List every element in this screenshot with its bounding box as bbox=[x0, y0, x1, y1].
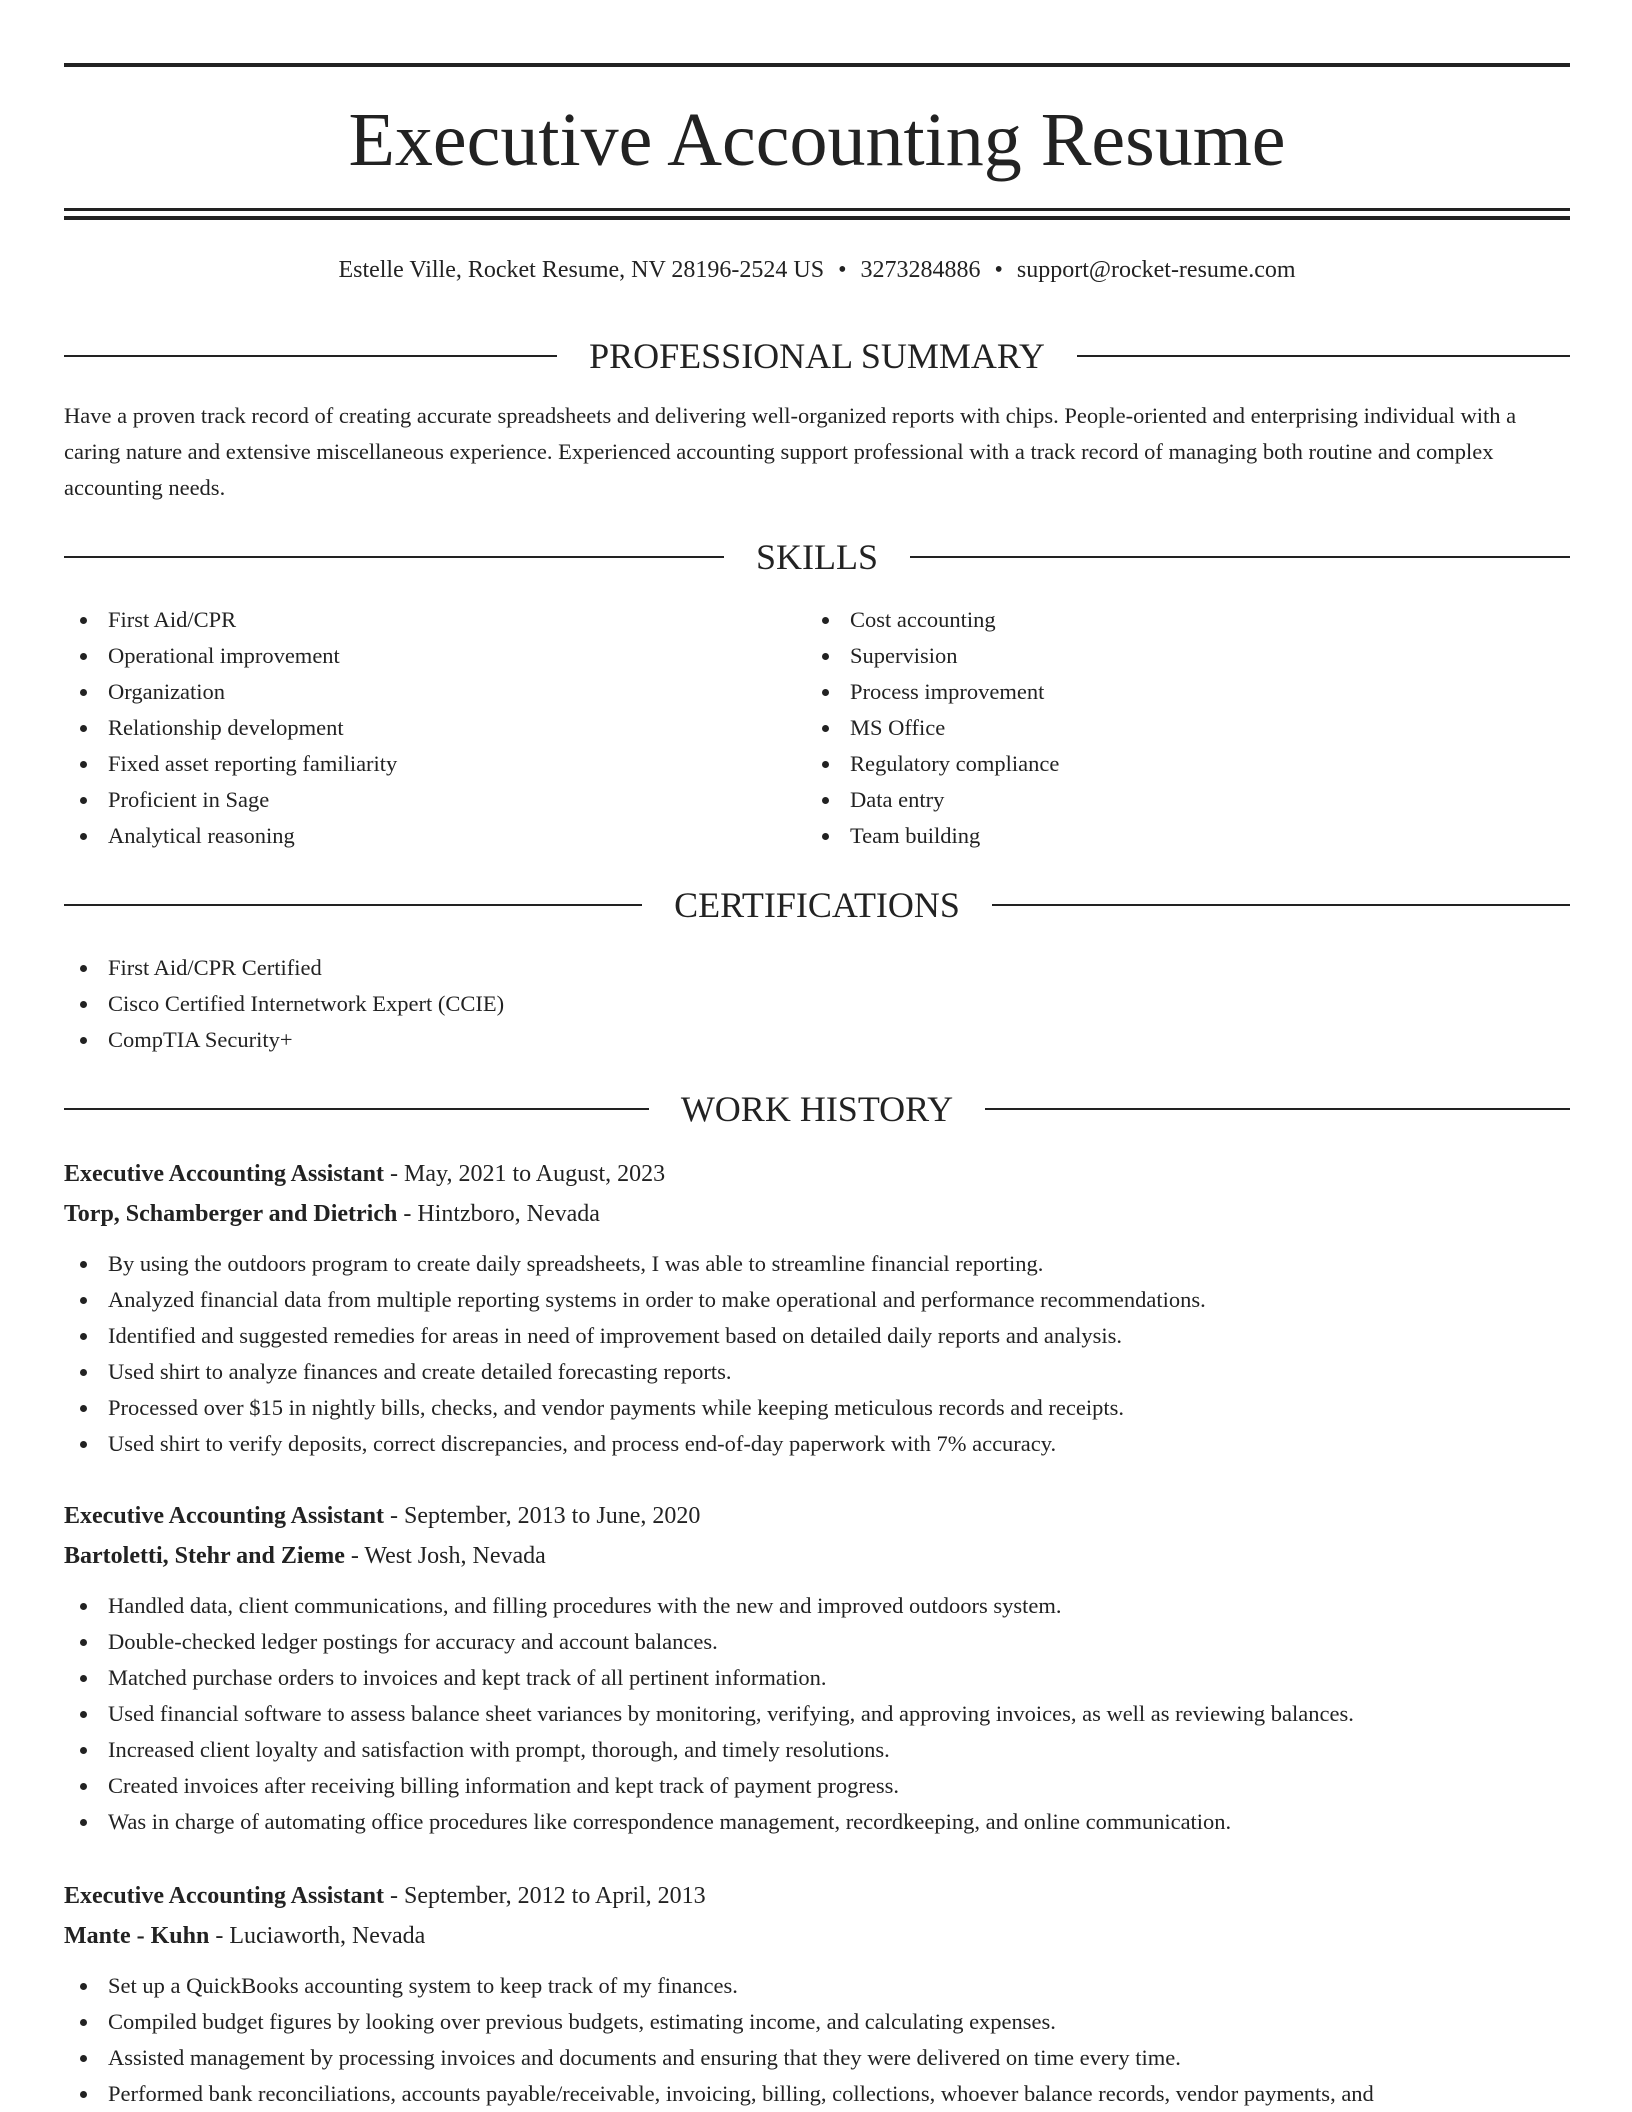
skill-item: Proficient in Sage bbox=[64, 782, 804, 818]
contact-separator: • bbox=[994, 257, 1003, 283]
skill-item: Process improvement bbox=[806, 674, 1546, 710]
section-rule-left bbox=[64, 355, 557, 357]
skill-item: Team building bbox=[806, 818, 1546, 854]
section-rule-left bbox=[64, 904, 642, 906]
job-bullet: Matched purchase orders to invoices and kept track of all pertinent information. bbox=[64, 1660, 1570, 1696]
job-title: Executive Accounting Assistant bbox=[64, 1161, 385, 1187]
job-bullet: By using the outdoors program to create daily spreadsheets, I was able to streamline financial reporting. bbox=[64, 1246, 1570, 1282]
section-header-skills bbox=[64, 535, 1570, 579]
section-title-summary: PROFESSIONAL SUMMARY bbox=[589, 336, 1045, 376]
job-bullet: Was in charge of automating office procedures like correspondence management, recordkeeping, and online communication. bbox=[64, 1804, 1570, 1840]
job-title: Executive Accounting Assistant bbox=[64, 1503, 385, 1529]
job-company-line bbox=[64, 1536, 1570, 1576]
job-bullet: Assisted management by processing invoices and documents and ensuring that they were delivered on time every time. bbox=[64, 2040, 1570, 2076]
job-bullet: Identified and suggested remedies for areas in need of improvement based on detailed daily reports and analysis. bbox=[64, 1318, 1570, 1354]
job-entry bbox=[64, 1154, 1570, 1462]
skill-item: Fixed asset reporting familiarity bbox=[64, 746, 804, 782]
job-dates: - September, 2012 to April, 2013 bbox=[384, 1883, 706, 1909]
job-bullets bbox=[64, 1246, 1570, 1462]
skill-item: Analytical reasoning bbox=[64, 818, 804, 854]
job-bullet: Handled data, client communications, and filling procedures with the new and improved outdoors system. bbox=[64, 1588, 1570, 1624]
skill-item: Supervision bbox=[806, 638, 1546, 674]
job-bullet: Created invoices after receiving billing information and kept track of payment progress. bbox=[64, 1768, 1570, 1804]
job-dates: - May, 2021 to August, 2023 bbox=[384, 1161, 666, 1187]
section-title-skills: SKILLS bbox=[756, 537, 879, 577]
certification-item: First Aid/CPR Certified bbox=[64, 950, 1570, 986]
section-header-summary bbox=[64, 334, 1570, 378]
job-company-line bbox=[64, 1194, 1570, 1234]
skill-item: Cost accounting bbox=[806, 602, 1546, 638]
contact-address: Estelle Ville, Rocket Resume, NV 28196-2524 US bbox=[338, 257, 825, 283]
job-bullet: Analyzed financial data from multiple reporting systems in order to make operational and performance recommendations. bbox=[64, 1282, 1570, 1318]
job-bullet: Compiled budget figures by looking over previous budgets, estimating income, and calculating expenses. bbox=[64, 2004, 1570, 2040]
skill-item: Organization bbox=[64, 674, 804, 710]
job-bullet: Used shirt to analyze finances and create detailed forecasting reports. bbox=[64, 1354, 1570, 1390]
top-divider bbox=[64, 63, 1570, 67]
job-bullet: Set up a QuickBooks accounting system to keep track of my finances. bbox=[64, 1968, 1570, 2004]
summary-text: Have a proven track record of creating accurate spreadsheets and delivering well-organized reports with chips. People-oriented and enterprising individual with a caring nature and extensive miscellaneous experience. Experienced accounting support professional with a track record of managing both routine and complex accounting needs. bbox=[64, 403, 1517, 500]
job-bullets bbox=[64, 1968, 1570, 2112]
section-header-work-history bbox=[64, 1087, 1570, 1131]
section-header-certifications bbox=[64, 883, 1570, 927]
certification-item: Cisco Certified Internetwork Expert (CCIE) bbox=[64, 986, 1570, 1022]
section-title-certifications: CERTIFICATIONS bbox=[674, 885, 960, 925]
skill-item: MS Office bbox=[806, 710, 1546, 746]
section-title-work-history: WORK HISTORY bbox=[680, 1089, 954, 1129]
certification-item: CompTIA Security+ bbox=[64, 1022, 1570, 1058]
skill-item: First Aid/CPR bbox=[64, 602, 804, 638]
section-rule-right bbox=[1077, 355, 1570, 357]
job-entry bbox=[64, 1496, 1570, 1840]
job-company-line bbox=[64, 1916, 1570, 1956]
title-divider-lower bbox=[64, 216, 1570, 220]
contact-separator: • bbox=[838, 257, 847, 283]
job-bullet: Performed bank reconciliations, accounts payable/receivable, invoicing, billing, collections, whoever balance records, vendor payments, and bbox=[64, 2076, 1570, 2112]
job-bullet: Processed over $15 in nightly bills, checks, and vendor payments while keeping meticulous records and receipts. bbox=[64, 1390, 1570, 1426]
skills-list-right bbox=[806, 602, 1546, 854]
job-company: Torp, Schamberger and Dietrich bbox=[64, 1201, 398, 1227]
job-bullet: Double-checked ledger postings for accuracy and account balances. bbox=[64, 1624, 1570, 1660]
job-location: - Luciaworth, Nevada bbox=[209, 1923, 426, 1949]
section-rule-left bbox=[64, 1108, 649, 1110]
skill-item: Relationship development bbox=[64, 710, 804, 746]
contact-phone: 3273284886 bbox=[860, 257, 981, 283]
skill-item: Regulatory compliance bbox=[806, 746, 1546, 782]
job-title: Executive Accounting Assistant bbox=[64, 1883, 385, 1909]
skill-item: Data entry bbox=[806, 782, 1546, 818]
job-location: - West Josh, Nevada bbox=[344, 1543, 546, 1569]
skills-list-left bbox=[64, 602, 804, 854]
job-location: - Hintzboro, Nevada bbox=[397, 1201, 600, 1227]
section-rule-left bbox=[64, 556, 724, 558]
job-bullet: Used financial software to assess balance sheet variances by monitoring, verifying, and approving invoices, as well as reviewing balances. bbox=[64, 1696, 1570, 1732]
contact-line bbox=[64, 254, 1570, 286]
section-rule-right bbox=[985, 1108, 1570, 1110]
job-title-line bbox=[64, 1154, 1570, 1194]
skill-item: Operational improvement bbox=[64, 638, 804, 674]
job-company: Mante - Kuhn bbox=[64, 1923, 210, 1949]
job-dates: - September, 2013 to June, 2020 bbox=[384, 1503, 701, 1529]
section-rule-right bbox=[992, 904, 1570, 906]
job-bullet: Increased client loyalty and satisfaction with prompt, thorough, and timely resolutions. bbox=[64, 1732, 1570, 1768]
job-title-line bbox=[64, 1876, 1570, 1916]
certifications-list bbox=[64, 950, 1570, 1058]
section-rule-right bbox=[910, 556, 1570, 558]
resume-title: Executive Accounting Resume bbox=[348, 98, 1286, 182]
contact-email: support@rocket-resume.com bbox=[1016, 257, 1296, 283]
job-bullets bbox=[64, 1588, 1570, 1840]
job-title-line bbox=[64, 1496, 1570, 1536]
job-bullet: Used shirt to verify deposits, correct discrepancies, and process end-of-day paperwork with 7% accuracy. bbox=[64, 1426, 1570, 1462]
title-divider-upper bbox=[64, 208, 1570, 211]
job-company: Bartoletti, Stehr and Zieme bbox=[64, 1543, 345, 1569]
job-entry bbox=[64, 1876, 1570, 2112]
